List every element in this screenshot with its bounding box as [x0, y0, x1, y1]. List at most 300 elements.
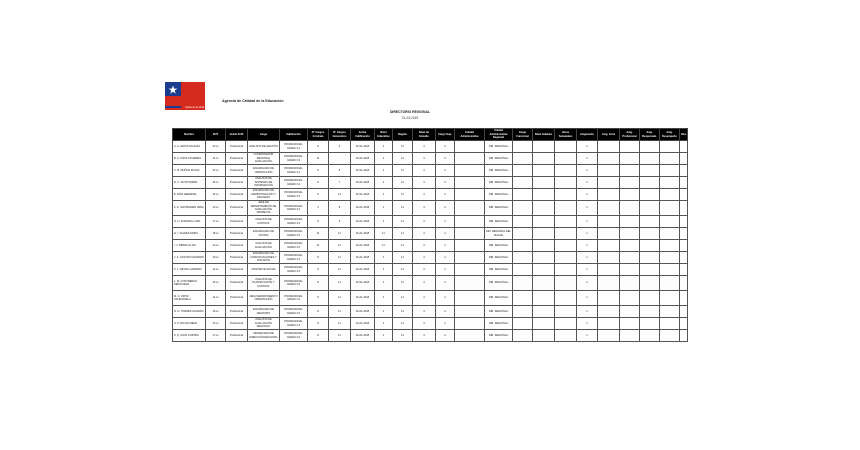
table-cell: 11 — [393, 228, 413, 240]
table-cell — [555, 189, 577, 201]
table-cell: 11 — [329, 252, 351, 264]
table-cell — [680, 141, 688, 153]
table-body — [173, 141, 688, 342]
table-cell: 4 — [436, 141, 455, 153]
table-cell: 01-01-2018 — [351, 177, 375, 189]
column-header: Cargo Funcional — [513, 129, 533, 141]
table-cell: 9 — [308, 189, 329, 201]
table-cell — [555, 201, 577, 216]
table-cell: 8 — [308, 141, 329, 153]
table-cell: 14 — [329, 189, 351, 201]
table-cell — [620, 330, 640, 342]
table-cell: PROFESIONAL GRADO 16 — [280, 330, 308, 342]
table-cell: 4 — [436, 318, 455, 330]
table-cell: 11 — [329, 276, 351, 291]
table-cell: DIR. REGIONAL — [485, 141, 513, 153]
column-header: N° Cargos Contrata — [308, 129, 329, 141]
table-cell: 12.xx — [206, 240, 226, 252]
table-cell: 1 — [577, 216, 598, 228]
table-cell: ENCARGADO DE ADMINISTRACIÓN Y FINANZAS — [248, 189, 280, 201]
table-cell: Profesional — [226, 318, 248, 330]
table-cell: Profesional — [226, 141, 248, 153]
table-cell: DIR. REGIONAL — [485, 189, 513, 201]
table-cell — [680, 228, 688, 240]
table-cell — [660, 216, 680, 228]
table-cell: PROFESIONAL GRADO 13 — [280, 216, 308, 228]
table-cell: DIR. REGIONAL — [485, 330, 513, 342]
table-cell: 1 — [375, 291, 393, 306]
table-cell: ANALISTA DE CONTROL — [248, 216, 280, 228]
table-cell: ASISTENTE SOCIAL — [248, 264, 280, 276]
table-cell — [513, 330, 533, 342]
table-cell: 4 — [436, 276, 455, 291]
table-cell: DIR. REGIONAL — [485, 165, 513, 177]
table-cell: L. M. CONTRERAS SEPÚLVEDA — [173, 276, 206, 291]
table-cell: 1 — [375, 177, 393, 189]
table-cell: C. B. MUÑOZ ROJAS — [173, 165, 206, 177]
table-cell: M. N. ORTIZ VALENZUELA — [173, 291, 206, 306]
table-cell: 8 — [308, 276, 329, 291]
table-cell: 1 — [577, 264, 598, 276]
logo-text: Gobierno de Chile — [185, 106, 205, 109]
table-cell — [620, 276, 640, 291]
table-cell — [620, 189, 640, 201]
table-cell: 1 — [375, 330, 393, 342]
table-cell: 16.xx — [206, 306, 226, 318]
table-cell: 12.xx — [206, 165, 226, 177]
table-cell: 13.xx — [206, 201, 226, 216]
table-cell — [640, 153, 660, 165]
table-cell: 01-01-2018 — [351, 276, 375, 291]
table-cell — [660, 165, 680, 177]
table-cell: SECRETARIA DE DIRECCIÓN REGIONAL — [248, 330, 280, 342]
table-cell: 4 — [413, 165, 436, 177]
table-cell — [455, 153, 485, 165]
table-cell — [660, 291, 680, 306]
table-row — [173, 165, 688, 177]
table-cell: 01-01-2018 — [351, 318, 375, 330]
table-cell: 1 — [577, 240, 598, 252]
table-cell: PROFESIONAL GRADO 13 — [280, 276, 308, 291]
table-cell — [640, 165, 660, 177]
table-cell: 4 — [436, 240, 455, 252]
table-cell — [513, 318, 533, 330]
table-cell: 11 — [329, 330, 351, 342]
table-cell: 8 — [329, 201, 351, 216]
table-cell — [620, 240, 640, 252]
table-cell: 13.xx — [206, 141, 226, 153]
table-cell — [455, 330, 485, 342]
table-cell: 4 — [413, 276, 436, 291]
table-cell: ANALISTA DE SISTEMAS DE INFORMACIÓN — [248, 177, 280, 189]
table-cell: 11 — [393, 330, 413, 342]
table-cell: ENCARGADO DE ORIENTACIÓN — [248, 165, 280, 177]
column-header: Nivel de Estudio — [413, 129, 436, 141]
table-cell: 1 — [577, 153, 598, 165]
table-cell: 15.xx — [206, 177, 226, 189]
table-cell: 4 — [436, 201, 455, 216]
table-cell: 01-01-2018 — [351, 189, 375, 201]
table-cell: Profesional — [226, 201, 248, 216]
table-cell: 11 — [308, 153, 329, 165]
table-cell: 4 — [413, 306, 436, 318]
table-cell: 17.xx — [206, 330, 226, 342]
table-cell — [660, 189, 680, 201]
column-header: Región — [393, 129, 413, 141]
table-cell: ENCARGADO DE COMUNICACIONES Y DIFUSIÓN — [248, 252, 280, 264]
table-cell: 8 — [308, 291, 329, 306]
table-cell: 1 — [375, 276, 393, 291]
table-cell: 11 — [308, 240, 329, 252]
table-cell: PROFESIONAL GRADO 12 — [280, 318, 308, 330]
table-cell — [640, 291, 660, 306]
table-cell — [598, 306, 620, 318]
table-cell: 11 — [329, 228, 351, 240]
table-cell — [640, 216, 660, 228]
table-cell: ANALISTA DE EVALUACIÓN — [248, 240, 280, 252]
table-cell — [660, 141, 680, 153]
table-cell — [513, 306, 533, 318]
table-cell — [513, 153, 533, 165]
table-cell — [555, 216, 577, 228]
table-cell: 11 — [393, 201, 413, 216]
table-cell: 8 — [308, 264, 329, 276]
table-cell: 11 — [393, 264, 413, 276]
table-cell — [513, 264, 533, 276]
table-row — [173, 276, 688, 291]
table-cell: 01-01-2018 — [351, 153, 375, 165]
table-row — [173, 318, 688, 330]
table-cell — [680, 252, 688, 264]
table-cell: PROFESIONAL GRADO 14 — [280, 252, 308, 264]
table-cell: 1 — [375, 318, 393, 330]
table-cell: 1 — [375, 264, 393, 276]
table-cell — [455, 201, 485, 216]
table-cell: 4 — [436, 165, 455, 177]
table-cell — [598, 252, 620, 264]
table-cell — [620, 165, 640, 177]
table-cell: 4 — [436, 189, 455, 201]
table-cell — [660, 318, 680, 330]
table-cell: 4 — [436, 264, 455, 276]
directory-table — [172, 128, 688, 342]
document-date: 01-03-2019 — [401, 116, 419, 120]
table-cell: DIR. REGIONAL DEL MAULE — [485, 228, 513, 240]
table-cell: 01-01-2018 — [351, 252, 375, 264]
table-cell: 8 — [308, 216, 329, 228]
table-cell: JEFE DE DEPARTAMENTO DE EVALUACIÓN INDIRECTA — [248, 201, 280, 216]
table-cell: 11 — [393, 291, 413, 306]
table-cell — [620, 264, 640, 276]
table-cell — [680, 306, 688, 318]
table-cell: 11 — [308, 228, 329, 240]
table-cell: ANALISTA DE GESTIÓN — [248, 141, 280, 153]
table-cell — [533, 291, 555, 306]
table-cell: 4 — [436, 306, 455, 318]
table-cell: 1 — [375, 201, 393, 216]
table-header-row — [173, 129, 688, 141]
table-cell: Profesional — [226, 189, 248, 201]
table-cell: 1 — [577, 291, 598, 306]
table-cell: ANALISTA DE EVALUACIÓN REGIONAL — [248, 318, 280, 330]
table-cell — [555, 306, 577, 318]
table-cell: 18.xx — [206, 228, 226, 240]
table-cell — [533, 141, 555, 153]
table-cell — [533, 177, 555, 189]
table-cell: 4 — [413, 291, 436, 306]
table-cell: Profesional — [226, 252, 248, 264]
table-row — [173, 141, 688, 153]
table-cell — [533, 318, 555, 330]
table-cell: 1 — [577, 189, 598, 201]
table-row — [173, 228, 688, 240]
table-cell: PROFESIONAL GRADO 11 — [280, 291, 308, 306]
table-cell — [680, 276, 688, 291]
table-cell: 1 — [375, 189, 393, 201]
table-cell: Profesional — [226, 228, 248, 240]
table-cell — [640, 264, 660, 276]
table-cell — [598, 318, 620, 330]
table-cell: PROFESIONAL GRADO 12 — [280, 201, 308, 216]
table-cell: 11 — [329, 240, 351, 252]
table-cell: 1 — [375, 165, 393, 177]
table-cell: PROFESIONAL GRADO 12 — [280, 141, 308, 153]
table-cell: 01-01-2018 — [351, 291, 375, 306]
table-cell — [533, 189, 555, 201]
table-cell — [640, 252, 660, 264]
table-cell: D. C. SOTO PARRA — [173, 177, 206, 189]
table-cell — [455, 189, 485, 201]
table-cell — [598, 264, 620, 276]
table-cell — [680, 216, 688, 228]
table-cell: 1 — [577, 177, 598, 189]
table-cell: Profesional — [226, 153, 248, 165]
table-cell: 9 — [308, 177, 329, 189]
table-cell: 4 — [413, 177, 436, 189]
table-cell: 1 — [577, 201, 598, 216]
table-cell — [455, 228, 485, 240]
table-cell: 4 — [413, 264, 436, 276]
table-cell: 11 — [393, 177, 413, 189]
table-cell: 01-01-2018 — [351, 165, 375, 177]
column-header: Fecha Calificación — [351, 129, 375, 141]
table-cell: 4 — [413, 153, 436, 165]
table-cell — [533, 252, 555, 264]
table-cell: 11 — [393, 252, 413, 264]
table-cell: 11 — [329, 318, 351, 330]
table-cell: K. L. REYES GARRIDO — [173, 264, 206, 276]
table-cell — [455, 141, 485, 153]
column-header: Nivel Educativo — [375, 129, 393, 141]
table-cell: 11 — [375, 240, 393, 252]
table-cell: ENCARGADO DE REGISTRO — [248, 306, 280, 318]
table-cell: 11 — [393, 189, 413, 201]
table-cell — [513, 252, 533, 264]
government-logo — [165, 82, 205, 110]
table-cell — [555, 291, 577, 306]
table-cell: 1 — [577, 276, 598, 291]
table-cell — [455, 306, 485, 318]
table-cell — [640, 201, 660, 216]
table-cell — [620, 252, 640, 264]
organization-name: Agencia de Calidad de la Educación — [222, 99, 284, 103]
table-cell: PROFESIONAL GRADO 14 — [280, 264, 308, 276]
table-cell — [598, 177, 620, 189]
table-cell — [455, 276, 485, 291]
table-cell — [640, 318, 660, 330]
table-cell: ANALISTA DE PLANIFICACIÓN Y CONTROL — [248, 276, 280, 291]
table-cell: 4 — [436, 330, 455, 342]
column-header: Horas Semanales — [555, 129, 577, 141]
table-cell: 1 — [577, 318, 598, 330]
table-cell: 15.xx — [206, 276, 226, 291]
table-cell — [660, 177, 680, 189]
table-cell: 6 — [329, 216, 351, 228]
table-cell: ENCARGADO DE VISITAS — [248, 228, 280, 240]
table-cell — [555, 141, 577, 153]
table-cell — [533, 153, 555, 165]
table-row — [173, 189, 688, 201]
table-cell — [513, 240, 533, 252]
table-row — [173, 216, 688, 228]
table-cell — [680, 264, 688, 276]
table-cell — [455, 252, 485, 264]
table-cell — [640, 228, 660, 240]
table-cell — [555, 177, 577, 189]
table-cell: 1 — [577, 306, 598, 318]
table-cell: E. DÍAZ HERRERA — [173, 189, 206, 201]
table-cell — [555, 153, 577, 165]
table-cell: 4 — [413, 228, 436, 240]
table-cell — [660, 252, 680, 264]
table-cell: 16.xx — [206, 189, 226, 201]
table-cell — [660, 153, 680, 165]
table-cell — [455, 291, 485, 306]
table-cell: Profesional — [226, 276, 248, 291]
table-cell: 1 — [577, 228, 598, 240]
table-cell: 11 — [393, 318, 413, 330]
column-header: Cargo — [248, 129, 280, 141]
table-cell — [598, 141, 620, 153]
table-cell — [598, 240, 620, 252]
table-cell — [620, 153, 640, 165]
table-cell: 11 — [329, 306, 351, 318]
table-cell: 4 — [436, 252, 455, 264]
table-row — [173, 330, 688, 342]
table-cell — [680, 189, 688, 201]
table-cell — [455, 177, 485, 189]
table-cell — [555, 165, 577, 177]
column-header: Calificación — [280, 129, 308, 141]
table-row — [173, 291, 688, 306]
table-cell: 01-01-2018 — [351, 330, 375, 342]
column-header: Unidad Administrativa — [455, 129, 485, 141]
table-cell — [533, 165, 555, 177]
table-cell: 11 — [393, 306, 413, 318]
table-cell — [680, 330, 688, 342]
table-cell: 01-01-2018 — [351, 306, 375, 318]
table-cell: PROFESIONAL GRADO 15 — [280, 306, 308, 318]
table-cell — [640, 177, 660, 189]
table-cell: 11 — [329, 264, 351, 276]
table-cell: 4 — [329, 141, 351, 153]
column-header: Asignación — [577, 129, 598, 141]
table-cell — [680, 201, 688, 216]
table-cell — [660, 240, 680, 252]
table-cell: DIR. REGIONAL — [485, 153, 513, 165]
table-cell — [640, 240, 660, 252]
table-cell — [513, 276, 533, 291]
table-cell: 8 — [308, 330, 329, 342]
table-cell — [680, 165, 688, 177]
table-cell: 11.xx — [206, 264, 226, 276]
table-cell: 01-01-2018 — [351, 141, 375, 153]
table-cell: PROFESIONAL GRADO 14 — [280, 177, 308, 189]
table-cell: Profesional — [226, 264, 248, 276]
table-row — [173, 240, 688, 252]
table-cell — [620, 306, 640, 318]
table-cell: 4 — [413, 252, 436, 264]
table-cell — [598, 330, 620, 342]
table-cell — [598, 276, 620, 291]
table-cell: 01-01-2018 — [351, 228, 375, 240]
table-cell: Profesional — [226, 216, 248, 228]
table-cell: 13.xx — [206, 318, 226, 330]
table-cell: 01-01-2018 — [351, 264, 375, 276]
column-header: Cargo Sup. — [436, 129, 455, 141]
table-cell: JEFE DEPARTAMENTO ORIENTACIÓN — [248, 291, 280, 306]
table-cell — [513, 228, 533, 240]
table-cell: P. Q. SILVA CORTÉS — [173, 330, 206, 342]
table-cell — [620, 141, 640, 153]
table-cell: 8 — [329, 165, 351, 177]
table-row — [173, 264, 688, 276]
column-header: Grado EUS — [226, 129, 248, 141]
table-cell — [640, 189, 660, 201]
table-cell: 1 — [577, 330, 598, 342]
table-cell: 4 — [413, 201, 436, 216]
table-cell — [455, 240, 485, 252]
table-cell — [660, 306, 680, 318]
table-cell — [620, 216, 640, 228]
table-cell: 8 — [308, 252, 329, 264]
table-cell — [598, 189, 620, 201]
table-cell — [680, 177, 688, 189]
column-header: Asig. Responsab. — [640, 129, 660, 141]
table-cell — [455, 264, 485, 276]
table-cell — [555, 228, 577, 240]
table-cell — [620, 201, 640, 216]
table-cell: 1 — [375, 153, 393, 165]
table-cell: 8 — [308, 318, 329, 330]
table-cell: PROFESIONAL GRADO 12 — [280, 240, 308, 252]
table-cell — [533, 276, 555, 291]
table-row — [173, 177, 688, 189]
table-cell — [329, 153, 351, 165]
table-cell — [680, 240, 688, 252]
table-cell: 9 — [308, 165, 329, 177]
table-cell — [598, 228, 620, 240]
table-cell: 4 — [436, 291, 455, 306]
table-cell: 11 — [393, 141, 413, 153]
document-title: DIRECTORIO REGIONAL — [389, 110, 431, 114]
table-cell — [513, 177, 533, 189]
table-cell: DIR. REGIONAL — [485, 291, 513, 306]
table-cell: 19.xx — [206, 252, 226, 264]
column-header: Obs. — [680, 129, 688, 141]
table-cell — [513, 165, 533, 177]
column-header: N° Cargos Honorarios — [329, 129, 351, 141]
